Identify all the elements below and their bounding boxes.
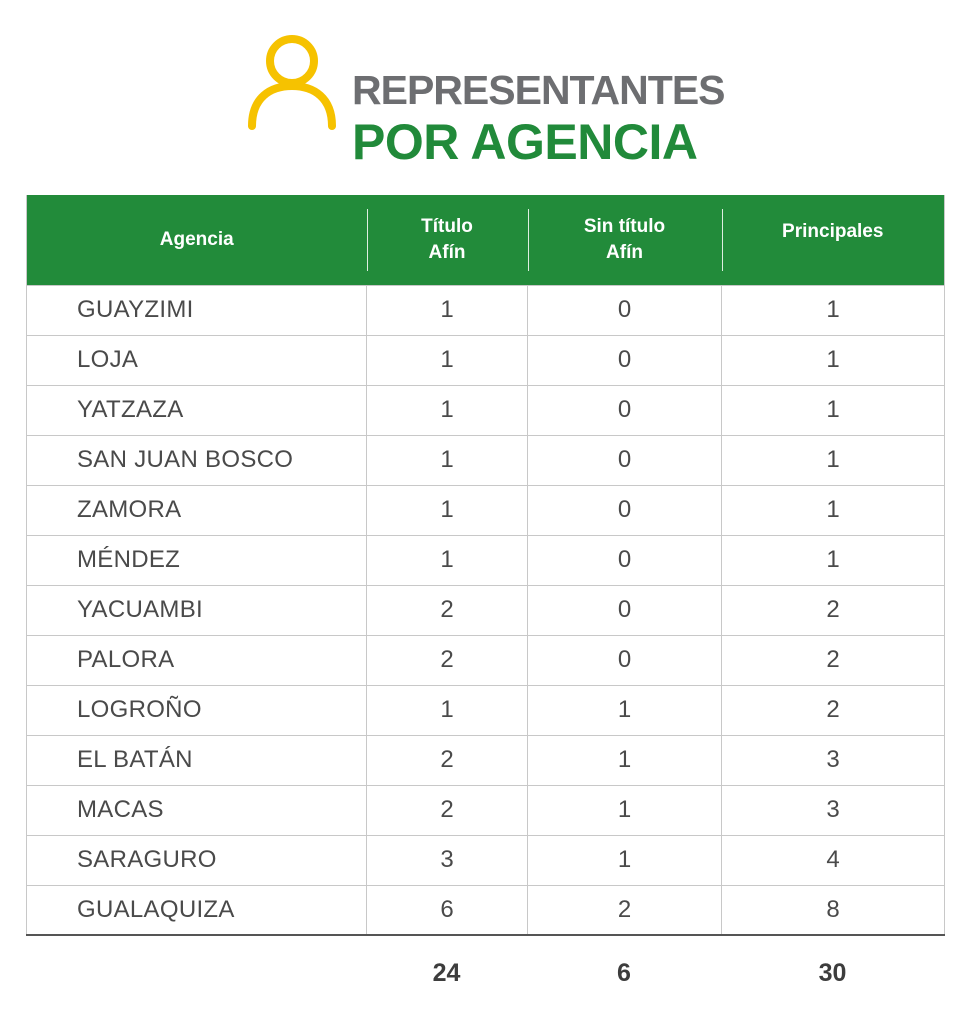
sin-titulo-afin-cell: 1	[528, 835, 722, 885]
column-header-titulo-afin-line2: Afín	[428, 241, 466, 263]
sin-titulo-afin-cell: 0	[528, 385, 722, 435]
representatives-table	[26, 195, 945, 936]
principales-cell: 2	[722, 685, 945, 735]
sin-titulo-afin-cell: 1	[528, 685, 722, 735]
total-principales: 30	[818, 959, 847, 987]
agencia-cell: GUALAQUIZA	[27, 885, 367, 935]
principales-cell: 2	[722, 585, 945, 635]
table-row	[27, 385, 945, 435]
titulo-afin-cell: 1	[367, 685, 528, 735]
sin-titulo-afin-cell: 1	[528, 735, 722, 785]
agencia-cell: GUAYZIMI	[27, 285, 367, 335]
principales-cell: 8	[722, 885, 945, 935]
principales-cell: 1	[722, 285, 945, 335]
column-header-titulo-afin-line1: Título	[421, 215, 473, 237]
total-sin-titulo-afin: 6	[617, 959, 631, 987]
sin-titulo-afin-cell: 0	[528, 535, 722, 585]
agencia-cell: ZAMORA	[27, 485, 367, 535]
titulo-afin-cell: 2	[367, 785, 528, 835]
principales-cell: 1	[722, 435, 945, 485]
table-row	[27, 685, 945, 735]
principales-cell: 1	[722, 335, 945, 385]
column-header-sin-titulo-afin-line1: Sin título	[583, 215, 666, 237]
titulo-afin-cell: 1	[367, 435, 528, 485]
column-header-sin-titulo-afin	[528, 195, 722, 285]
table-row	[27, 435, 945, 485]
principales-cell: 3	[722, 735, 945, 785]
column-header-sin-titulo-afin-line2: Afín	[606, 241, 643, 263]
person-icon	[246, 34, 336, 130]
agencia-cell: MACAS	[27, 785, 367, 835]
principales-cell: 1	[722, 535, 945, 585]
agencia-cell: SAN JUAN BOSCO	[27, 435, 367, 485]
agencia-cell: LOGROÑO	[27, 685, 367, 735]
table-row	[27, 485, 945, 535]
titulo-afin-cell: 1	[367, 485, 528, 535]
titulo-afin-cell: 1	[367, 535, 528, 585]
titulo-afin-cell: 2	[367, 735, 528, 785]
titulo-afin-cell: 1	[367, 285, 528, 335]
table-row	[27, 335, 945, 385]
title-line-1: REPRESENTANTES	[352, 67, 725, 113]
titulo-afin-cell: 3	[367, 835, 528, 885]
totals-spacer	[26, 948, 366, 998]
page-header	[246, 34, 726, 170]
agencia-cell: MÉNDEZ	[27, 535, 367, 585]
table-row	[27, 785, 945, 835]
titulo-afin-cell: 2	[367, 585, 528, 635]
column-header-principales	[722, 195, 945, 285]
sin-titulo-afin-cell: 0	[528, 435, 722, 485]
titulo-afin-cell: 1	[367, 385, 528, 435]
table-row	[27, 285, 945, 335]
total-titulo-afin: 24	[432, 959, 461, 987]
principales-cell: 3	[722, 785, 945, 835]
table-row	[27, 585, 945, 635]
representatives-table-container	[26, 195, 944, 936]
totals-row	[26, 948, 944, 998]
sin-titulo-afin-cell: 0	[528, 635, 722, 685]
principales-cell: 4	[722, 835, 945, 885]
agencia-cell: YACUAMBI	[27, 585, 367, 635]
principales-cell: 1	[722, 485, 945, 535]
table-row	[27, 635, 945, 685]
table-row	[27, 535, 945, 585]
column-header-agencia	[27, 195, 367, 285]
agencia-cell: YATZAZA	[27, 385, 367, 435]
column-header-titulo-afin	[367, 195, 528, 285]
principales-cell: 2	[722, 635, 945, 685]
sin-titulo-afin-cell: 0	[528, 485, 722, 535]
sin-titulo-afin-cell: 0	[528, 585, 722, 635]
table-header	[27, 195, 945, 285]
header-row	[27, 195, 945, 285]
table-body	[27, 285, 945, 935]
agencia-cell: SARAGURO	[27, 835, 367, 885]
titulo-afin-cell: 2	[367, 635, 528, 685]
table-row	[27, 735, 945, 785]
agencia-cell: EL BATÁN	[27, 735, 367, 785]
table-row	[27, 885, 945, 935]
agencia-cell: PALORA	[27, 635, 367, 685]
title-line-2: POR AGENCIA	[352, 114, 698, 170]
agencia-cell: LOJA	[27, 335, 367, 385]
titulo-afin-cell: 1	[367, 335, 528, 385]
table-row	[27, 835, 945, 885]
sin-titulo-afin-cell: 0	[528, 335, 722, 385]
sin-titulo-afin-cell: 1	[528, 785, 722, 835]
column-header-principales-label: Principales	[782, 221, 884, 242]
sin-titulo-afin-cell: 0	[528, 285, 722, 335]
sin-titulo-afin-cell: 2	[528, 885, 722, 935]
titulo-afin-cell: 6	[367, 885, 528, 935]
principales-cell: 1	[722, 385, 945, 435]
column-header-agencia-label: Agencia	[159, 228, 234, 250]
